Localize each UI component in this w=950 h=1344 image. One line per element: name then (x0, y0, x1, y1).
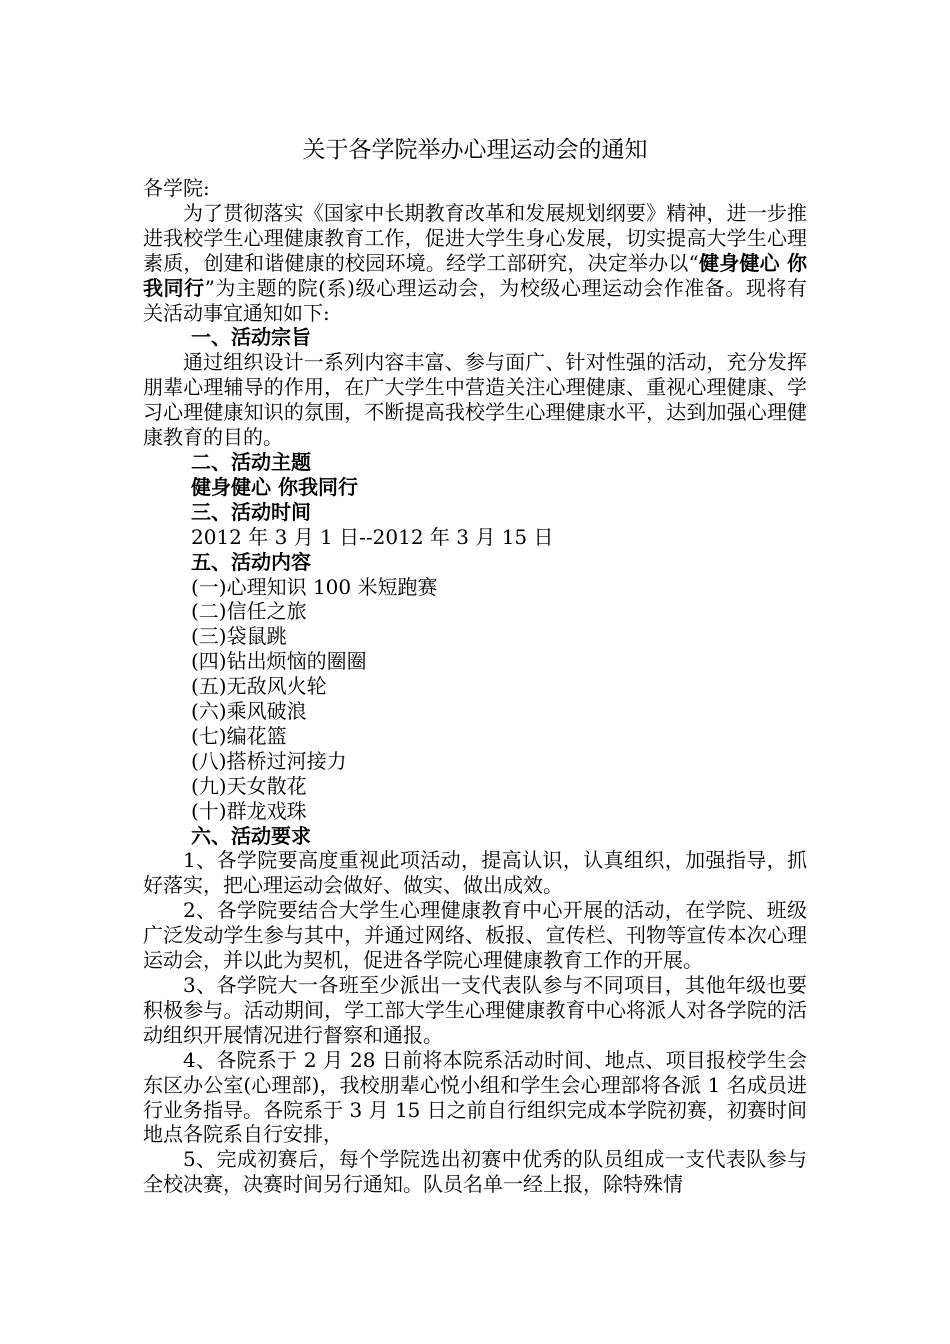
section-2-theme: 健身健心 你我同行 (191, 474, 358, 499)
section-3-heading: 三、活动时间 (191, 499, 311, 524)
requirement-2: 2、各学院要结合大学生心理健康教育中心开展的活动，在学院、班级广泛发动学生参与其中，并通过网络、板报、宣传栏、刊物等宣传本次心理运动会，并以此为契机，促进各学院心理健康教育工作的开展。 (143, 898, 807, 973)
list-item: (八)搭桥过河接力 (191, 748, 347, 773)
requirement-4: 4、各院系于 2 月 28 日前将本院系活动时间、地点、项目报校学生会东区办公室(心理部)，我校朋辈心悦小组和学生会心理部将各派 1 名成员进行业务指导。各院系于 3 月 15 日之前自行组织完成本学院初赛，初赛时间地点各院系自行安排， (143, 1047, 807, 1147)
list-item: (一)心理知识 100 米短跑赛 (191, 574, 438, 599)
document-title: 关于各学院举办心理运动会的通知 (302, 137, 648, 163)
section-3-date: 2012 年 3 月 1 日--2012 年 3 月 15 日 (191, 524, 554, 549)
section-1-text: 通过组织设计一系列内容丰富、参与面广、针对性强的活动，充分发挥朋辈心理辅导的作用，在广大学生中营造关注心理健康、重视心理健康、学习心理健康知识的氛围，不断提高我校学生心理健康水平，达到加强心理健康教育的目的。 (143, 350, 807, 450)
intro-text-1: 为了贯彻落实《国家中长期教育改革和发展规划纲要》精神，进一步推进我校学生心理健康教育工作，促进大学生身心发展，切实提高大学生心理素质，创建和谐健康的校园环境。经学工部研究，决定举办以“ (143, 200, 807, 275)
requirement-5: 5、完成初赛后，每个学院选出初赛中优秀的队员组成一支代表队参与全校决赛，决赛时间另行通知。队员名单一经上报，除特殊情 (143, 1147, 807, 1197)
section-1-heading: 一、活动宗旨 (191, 325, 311, 350)
list-item: (四)钻出烦恼的圈圈 (191, 649, 367, 674)
list-item: (五)无敌风火轮 (191, 674, 327, 699)
list-item: (十)群龙戏珠 (191, 798, 307, 823)
section-6-heading: 六、活动要求 (191, 823, 311, 848)
requirement-1: 1、各学院要高度重视此项活动，提高认识，认真组织，加强指导，抓好落实，把心理运动会做好、做实、做出成效。 (143, 848, 807, 898)
list-item: (九)天女散花 (191, 773, 307, 798)
activity-list (143, 575, 807, 824)
list-item: (七)编花篮 (191, 723, 287, 748)
document-page (143, 135, 807, 1197)
section-5-heading: 五、活动内容 (191, 549, 311, 574)
list-item: (三)袋鼠跳 (191, 624, 287, 649)
list-item: (六)乘风破浪 (191, 699, 307, 724)
intro-paragraph (143, 201, 807, 326)
intro-text-2: ”为主题的院(系)级心理运动会，为校级心理运动会作准备。现将有关活动事宜通知如下: (143, 275, 807, 325)
list-item: (二)信任之旅 (191, 599, 307, 624)
requirement-3: 3、各学院大一各班至少派出一支代表队参与不同项目，其他年级也要积极参与。活动期间，学工部大学生心理健康教育中心将派人对各学院的活动组织开展情况进行督察和通报。 (143, 973, 807, 1047)
greeting: 各学院: (143, 176, 210, 200)
intro-theme-bold: 健身健心 你我同行 (143, 250, 807, 300)
section-2-heading: 二、活动主题 (191, 449, 311, 474)
